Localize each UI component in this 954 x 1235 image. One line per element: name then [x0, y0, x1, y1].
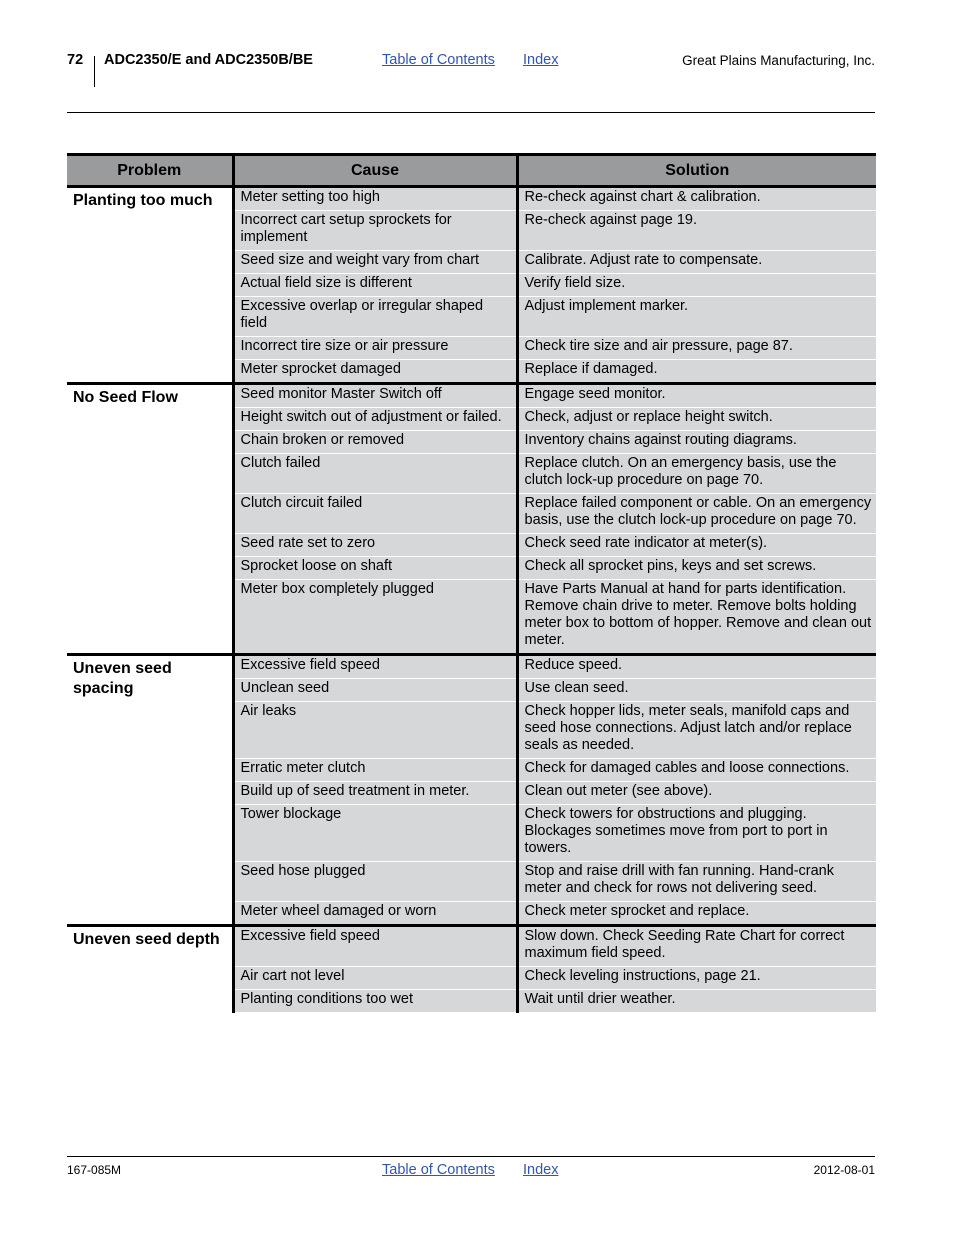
cause-cell: Clutch circuit failed [233, 494, 517, 534]
solution-cell: Adjust implement marker. [517, 297, 876, 337]
cause-cell: Excessive overlap or irregular shaped field [233, 297, 517, 337]
footer-index-link[interactable]: Index [523, 1162, 559, 1178]
cause-cell: Seed monitor Master Switch off [233, 384, 517, 408]
solution-cell: Check all sprocket pins, keys and set screws. [517, 557, 876, 580]
cause-cell: Seed hose plugged [233, 862, 517, 902]
cause-cell: Chain broken or removed [233, 431, 517, 454]
cause-cell: Build up of seed treatment in meter. [233, 782, 517, 805]
cause-cell: Meter box completely plugged [233, 580, 517, 655]
cause-cell: Incorrect tire size or air pressure [233, 337, 517, 360]
cause-cell: Meter sprocket damaged [233, 360, 517, 384]
solution-cell: Check towers for obstructions and plugging. Blockages sometimes move from port to port in towers. [517, 805, 876, 862]
solution-cell: Check, adjust or replace height switch. [517, 408, 876, 431]
table-body [67, 187, 876, 1013]
cause-cell: Clutch failed [233, 454, 517, 494]
document-number: 167-085M [67, 1163, 122, 1177]
problem-cell: Uneven seed depth [67, 926, 233, 1013]
solution-cell: Engage seed monitor. [517, 384, 876, 408]
company-name: Great Plains Manufacturing, Inc. [682, 53, 875, 68]
cause-cell: Incorrect cart setup sprockets for implement [233, 211, 517, 251]
table-of-contents-link[interactable]: Table of Contents [382, 52, 495, 68]
solution-cell: Clean out meter (see above). [517, 782, 876, 805]
table-row [67, 187, 876, 211]
column-header-solution: Solution [517, 155, 876, 187]
solution-cell: Check leveling instructions, page 21. [517, 967, 876, 990]
cause-cell: Erratic meter clutch [233, 759, 517, 782]
index-link[interactable]: Index [523, 52, 559, 68]
table-row [67, 655, 876, 679]
solution-cell: Calibrate. Adjust rate to compensate. [517, 251, 876, 274]
cause-cell: Actual field size is different [233, 274, 517, 297]
solution-cell: Stop and raise drill with fan running. Hand-crank meter and check for rows not delivering seed. [517, 862, 876, 902]
cause-cell: Excessive field speed [233, 926, 517, 967]
solution-cell: Reduce speed. [517, 655, 876, 679]
solution-cell: Replace clutch. On an emergency basis, use the clutch lock-up procedure on page 70. [517, 454, 876, 494]
page-number: 72 [67, 52, 84, 68]
cause-cell: Seed size and weight vary from chart [233, 251, 517, 274]
cause-cell: Air cart not level [233, 967, 517, 990]
header-divider [94, 56, 95, 87]
table-row [67, 384, 876, 408]
column-header-cause: Cause [233, 155, 517, 187]
solution-cell: Replace failed component or cable. On an emergency basis, use the clutch lock-up procedure on page 70. [517, 494, 876, 534]
cause-cell: Seed rate set to zero [233, 534, 517, 557]
footer-rule [67, 1156, 875, 1157]
solution-cell: Have Parts Manual at hand for parts identification. Remove chain drive to meter. Remove bolts holding meter box to bottom of hopper. Remove and clean out meter. [517, 580, 876, 655]
solution-cell: Wait until drier weather. [517, 990, 876, 1013]
solution-cell: Check for damaged cables and loose connections. [517, 759, 876, 782]
problem-cell: Uneven seed spacing [67, 655, 233, 926]
cause-cell: Sprocket loose on shaft [233, 557, 517, 580]
column-header-problem: Problem [67, 155, 233, 187]
solution-cell: Verify field size. [517, 274, 876, 297]
cause-cell: Tower blockage [233, 805, 517, 862]
cause-cell: Air leaks [233, 702, 517, 759]
header-rule [67, 112, 875, 113]
solution-cell: Inventory chains against routing diagrams. [517, 431, 876, 454]
cause-cell: Planting conditions too wet [233, 990, 517, 1013]
problem-cell: No Seed Flow [67, 384, 233, 655]
footer-table-of-contents-link[interactable]: Table of Contents [382, 1162, 495, 1178]
cause-cell: Meter wheel damaged or worn [233, 902, 517, 926]
cause-cell: Unclean seed [233, 679, 517, 702]
cause-cell: Excessive field speed [233, 655, 517, 679]
solution-cell: Check hopper lids, meter seals, manifold caps and seed hose connections. Adjust latch and/or replace seals as needed. [517, 702, 876, 759]
table-row [67, 926, 876, 967]
troubleshooting-table [67, 153, 876, 1013]
problem-cell: Planting too much [67, 187, 233, 384]
solution-cell: Check tire size and air pressure, page 87. [517, 337, 876, 360]
cause-cell: Height switch out of adjustment or failed. [233, 408, 517, 431]
solution-cell: Check meter sprocket and replace. [517, 902, 876, 926]
solution-cell: Check seed rate indicator at meter(s). [517, 534, 876, 557]
solution-cell: Use clean seed. [517, 679, 876, 702]
cause-cell: Meter setting too high [233, 187, 517, 211]
solution-cell: Slow down. Check Seeding Rate Chart for correct maximum field speed. [517, 926, 876, 967]
solution-cell: Re-check against page 19. [517, 211, 876, 251]
revision-date: 2012-08-01 [813, 1163, 875, 1177]
table-header-row [67, 155, 876, 187]
solution-cell: Re-check against chart & calibration. [517, 187, 876, 211]
document-title: ADC2350/E and ADC2350B/BE [104, 52, 313, 68]
solution-cell: Replace if damaged. [517, 360, 876, 384]
